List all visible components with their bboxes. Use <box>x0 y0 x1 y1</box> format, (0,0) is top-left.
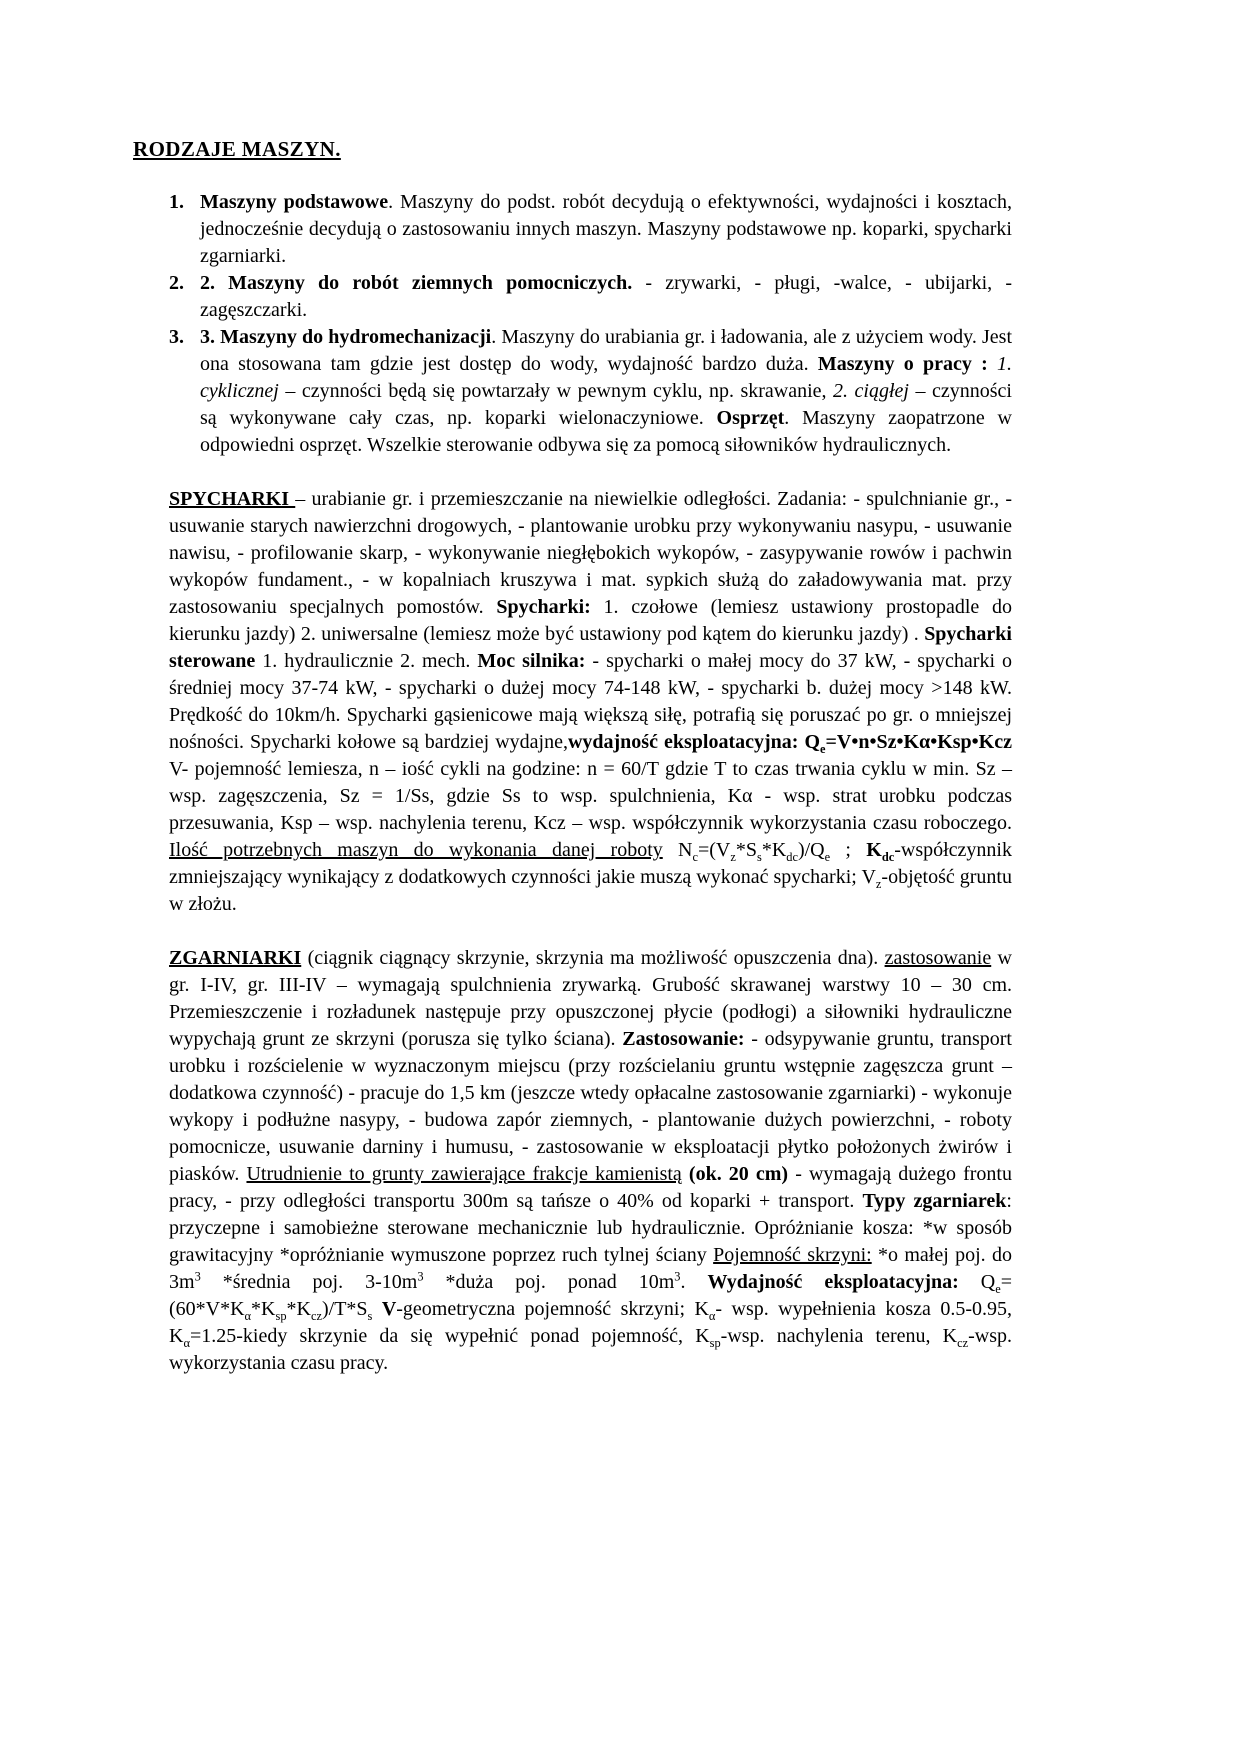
text-run: 1. hydraulicznie 2. mech. <box>255 650 478 672</box>
text-run: - zrywarki, - pługi, -walce, - ubijarki, - zagęszczarki. <box>200 272 1013 321</box>
list-item-text <box>200 191 1012 267</box>
text-run: s <box>367 1309 373 1323</box>
text-run: SPYCHARKI <box>169 488 296 510</box>
text-run: – czynności będą się powtarzały w pewnym cyklu, np. skrawanie, <box>278 380 834 402</box>
text-run: -wsp. wykorzystania czasu pracy. <box>169 1325 1012 1374</box>
text-run: Maszyny podstawowe <box>200 191 389 213</box>
text-run: dc <box>786 850 798 864</box>
text-run: α <box>708 1309 716 1323</box>
text-run: - spycharki o małej mocy do 37 kW, - spycharki o średniej mocy 37-74 kW, - spycharki o dużej mocy 74-148 kW, - spycharki b. dużej mocy >148 kW. Prędkość do 10km/h. Spycharki gąsienicowe mają większą siłę, potrafią się poruszać po gr. o mniejszej nośności. Spycharki kołowe są bardziej wydajne, <box>169 650 1012 753</box>
text-run: - odsypywanie gruntu, transport urobku i rozścielenie w wyznaczonym miejscu (przy rozścielaniu gruntu wstępnie zagęszcza grunt – dodatkowa czynność) - pracuje do 1,5 km (jeszcze wtedy opłacalne zastosowanie zgarniarki) - wykonuje wykopy i podłużne nasypy, - budowa zapór ziemnych, - plantowanie dużych powierzchni, - roboty pomocnicze, usuwanie darniny i humusu, - zastosowanie w eksploatacji płytko położonych żwirów i piasków. <box>169 1028 1012 1185</box>
text-run: Maszyny o pracy : <box>817 353 997 375</box>
text-run: V <box>381 1298 397 1320</box>
text-run: 3 <box>417 1269 424 1284</box>
text-run: dc <box>881 850 895 864</box>
text-run: z <box>730 850 736 864</box>
section-zgarniarki <box>169 945 1012 1377</box>
list-item <box>169 324 1012 459</box>
text-run: 1. cyklicznej <box>200 353 1012 402</box>
list-item-text <box>200 326 1012 456</box>
text-run: =V•n•Sz•Kα•Ksp•Kcz <box>825 731 1012 753</box>
text-run: . Maszyny do urabiania gr. i ładowania, ale z użyciem wody. Jest ona stosowana tam gdzie jest dostęp do wody, wydajność bardzo duża. <box>200 326 1012 375</box>
text-run: 3 <box>674 1269 681 1284</box>
text-run: . <box>680 1271 708 1293</box>
text-run: Spycharki: <box>496 596 591 618</box>
text-run: ; <box>830 839 867 861</box>
text-run: e <box>824 850 831 864</box>
text-run: cz <box>957 1336 969 1350</box>
list-item <box>169 189 1012 270</box>
text-run: w gr. I-IV, gr. III-IV – wymagają spulchnienia zrywarką. Grubość skrawanej warstwy 10 – 30 cm. Przemieszczenie i rozładunek następuje przy opuszczonej płycie (podłogi) a siłowniki hydrauliczne wypychają grunt ze skrzyni (porusza się tylko ściana). <box>169 947 1012 1050</box>
text-run: Zastosowanie: <box>622 1028 745 1050</box>
text-run: V- pojemność lemiesza, n – iość cykli na godzine: n = 60/T gdzie T to czas trwania cyklu w min. Sz – wsp. zagęszczenia, Sz = 1/Ss, gdzie Ss to wsp. spulchnienia, Kα - wsp. strat urobku podczas przesuwania, Ksp – wsp. nachylenia terenu, Kcz – wsp. współczynnik wykorzystania czasu roboczego. <box>169 758 1012 834</box>
text-run: e <box>820 742 826 756</box>
list-item-text <box>200 272 1012 321</box>
list-number: 1. <box>169 191 184 213</box>
text-run <box>372 1298 381 1320</box>
text-run: s <box>756 850 762 864</box>
text-run: zastosowanie <box>884 947 992 969</box>
text-run: sp <box>275 1309 287 1323</box>
text-run: N <box>662 839 693 861</box>
section-spycharki <box>169 486 1012 918</box>
text-run: Wydajność eksploatacyjna: <box>707 1271 959 1293</box>
text-run: – czynności są wykonywane cały czas, np. koparki wielonaczyniowe. <box>200 380 1012 429</box>
text-run: c <box>692 850 698 864</box>
text-run: wydajność eksploatacyjna: Q <box>567 731 821 753</box>
text-run: z <box>875 877 882 891</box>
list-item <box>169 270 1012 324</box>
text-run: K <box>866 839 882 861</box>
text-run: )/T*S <box>321 1298 368 1320</box>
text-run: e <box>995 1282 1001 1296</box>
text-run: 3. Maszyny do hydromechanizacji <box>200 326 492 348</box>
text-run: -współczynnik zmniejszający wynikający z dodatkowych czynności jakie muszą wykonać spycharki; V <box>169 839 1012 888</box>
text-run: *duża poj. ponad 10m <box>423 1271 675 1293</box>
text-run: – urabianie gr. i przemieszczanie na niewielkie odległości. Zadania: - spulchnianie gr., - usuwanie starych nawierzchni drogowych, - plantowanie urobku przy wykonywaniu nasypu, - usuwanie nawisu, - profilowanie skarp, - wykonywanie niegłębokich wykopów, - zasypywanie rowów i pachwin wykopów fundament., - w kopalniach kruszywa i mat. sypkich służą do załadowywania mat. przy zastosowaniu specjalnych pomostów. <box>169 488 1013 618</box>
text-run: Utrudnienie to grunty zawierające frakcje kamienistą <box>246 1163 682 1185</box>
text-run: =1.25-kiedy skrzynie da się wypełnić ponad pojemność, K <box>189 1325 710 1347</box>
text-run: ZGARNIARKI <box>169 947 302 969</box>
text-run: -wsp. nachylenia terenu, K <box>720 1325 958 1347</box>
text-run: *K <box>251 1298 276 1320</box>
text-run: 1. czołowe (lemiesz ustawiony prostopadle do kierunku jazdy) 2. uniwersalne (lemiesz może być ustawiony pod kątem do kierunku jazdy) . <box>169 596 1012 645</box>
text-run: (ciągnik ciągnący skrzynie, skrzynia ma możliwość opuszczenia dna). <box>301 947 885 969</box>
text-run: 2. ciągłej <box>833 380 909 402</box>
text-run: *średnia poj. 3-10m <box>200 1271 418 1293</box>
text-run: Ilość potrzebnych maszyn do wykonania danej roboty <box>169 839 663 861</box>
text-run: Moc silnika: <box>477 650 586 672</box>
text-run: )/Q <box>797 839 825 861</box>
text-run: -geometryczna pojemność skrzyni; K <box>396 1298 709 1320</box>
list-number: 2. <box>169 272 184 294</box>
text-run: sp <box>709 1336 721 1350</box>
text-run: Q <box>958 1271 996 1293</box>
text-run: =(V <box>697 839 731 861</box>
text-run: (ok. 20 cm) <box>688 1163 789 1185</box>
text-run: Osprzęt <box>716 407 785 429</box>
text-run: α <box>244 1309 252 1323</box>
text-run: - wymagają dużego frontu pracy, - przy odległości transportu 300m są tańsze o 40% od koparki + transport. <box>169 1163 1012 1212</box>
machine-types-list <box>169 189 1012 459</box>
text-run: -objętość gruntu w złożu. <box>169 866 1012 915</box>
text-run: - wsp. wypełnienia kosza 0.5-0.95, K <box>169 1298 1012 1347</box>
text-run: . Maszyny zaopatrzone w odpowiedni osprzęt. Wszelkie sterowanie odbywa się za pomocą siłowników hydraulicznych. <box>200 407 1013 456</box>
text-run: *o małej poj. do 3m <box>169 1244 1012 1293</box>
text-run: 2. Maszyny do robót ziemnych pomocniczych. <box>200 272 633 294</box>
text-run: Typy zgarniarek <box>862 1190 1007 1212</box>
text-run: Pojemność skrzyni: <box>713 1244 872 1266</box>
text-run: 3 <box>194 1269 201 1284</box>
text-run: *K <box>761 839 787 861</box>
text-run: *S <box>735 839 757 861</box>
text-run: *K <box>286 1298 311 1320</box>
page-title: RODZAJE MASZYN. <box>133 137 341 161</box>
text-run: : przyczepne i samobieżne sterowane mechanicznie lub hydraulicznie. Opróżnianie kosza: *w sposób grawitacyjny *opróżnianie wymuszone poprzez ruch tylnej ściany <box>169 1190 1012 1266</box>
text-run <box>682 1163 689 1185</box>
text-run: . Maszyny do podst. robót decydują o efektywności, wydajności i kosztach, jednocześnie decydują o zastosowaniu innych maszyn. Maszyny podstawowe np. koparki, spycharki zgarniarki. <box>200 191 1012 267</box>
text-run: α <box>183 1336 190 1350</box>
text-run: =(60*V*K <box>169 1271 1013 1320</box>
list-number: 3. <box>169 326 184 348</box>
text-run: Spycharki sterowane <box>169 623 1012 672</box>
text-run: cz <box>310 1309 322 1323</box>
